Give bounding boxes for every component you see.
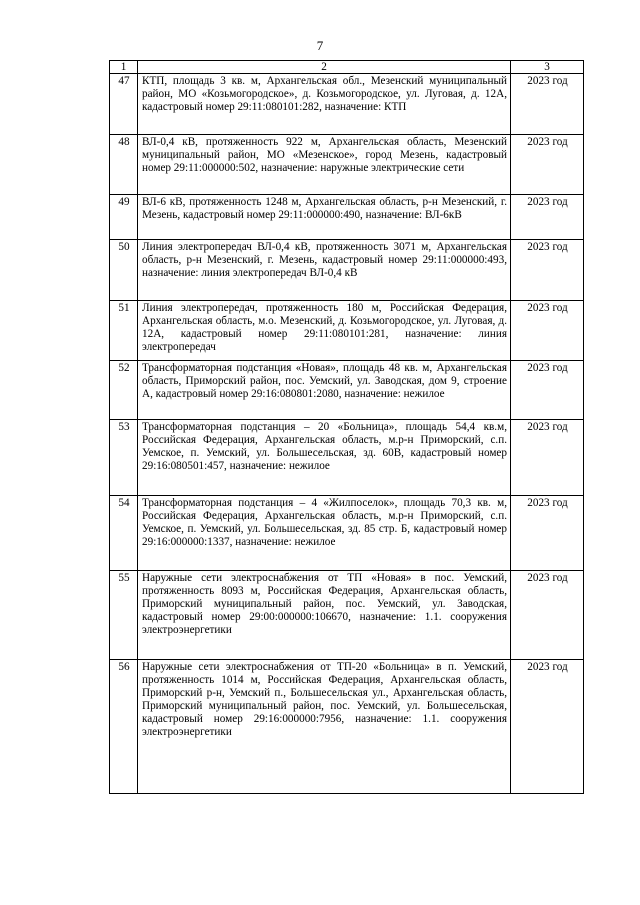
row-number: 52 [110,361,138,420]
row-year: 2023 год [511,74,584,135]
table-header-row [110,61,584,74]
table-row [110,420,584,496]
table-row [110,660,584,794]
row-description: Трансформаторная подстанция – 20 «Больница», площадь 54,4 кв.м, Российская Федерация, Архангельская область, м.р-н Приморский, с.п. Уемское, п. Уемский, ул. Большесельская, зд. 60В, кадастровый номер 29:16:080501:457, назначение: нежилое [138,420,511,496]
row-year: 2023 год [511,361,584,420]
row-year: 2023 год [511,496,584,571]
row-description: Наружные сети электроснабжения от ТП «Новая» в пос. Уемский, протяженность 8093 м, Российская Федерация, Архангельская область, Приморский муниципальный район, пос. Уемский, ул. Заводская, кадастровый номер 29:00:000000:106670, назначение: 1.1. сооружения электроэнергетики [138,571,511,660]
row-year: 2023 год [511,571,584,660]
table-row [110,240,584,301]
table-row [110,74,584,135]
row-number: 56 [110,660,138,794]
row-year: 2023 год [511,135,584,195]
column-header-2: 2 [138,61,511,74]
table-row [110,361,584,420]
row-description: Трансформаторная подстанция «Новая», площадь 48 кв. м, Архангельская область, Приморский район, пос. Уемский, ул. Заводская, дом 9, строение А, кадастровый номер 29:16:080801:2080, назначение: нежилое [138,361,511,420]
row-year: 2023 год [511,420,584,496]
column-header-3: 3 [511,61,584,74]
table-row [110,195,584,240]
row-number: 49 [110,195,138,240]
row-year: 2023 год [511,301,584,361]
row-description: Линия электропередач, протяженность 180 м, Российская Федерация, Архангельская область, м.о. Мезенский, д. Козьмогородское, ул. Луговая, д. 12А, кадастровый номер 29:11:080101:281, назначение: линия электропередач [138,301,511,361]
row-description: ВЛ-0,4 кВ, протяженность 922 м, Архангельская область, Мезенский муниципальный район, МО «Мезенское», город Мезень, кадастровый номер 29:11:000000:502, назначение: наружные электрические сети [138,135,511,195]
table-row [110,571,584,660]
row-number: 47 [110,74,138,135]
row-year: 2023 год [511,195,584,240]
row-number: 53 [110,420,138,496]
row-year: 2023 год [511,660,584,794]
table-row [110,135,584,195]
row-year: 2023 год [511,240,584,301]
page-number: 7 [316,38,324,53]
row-number: 51 [110,301,138,361]
table-row [110,496,584,571]
row-description: Трансформаторная подстанция – 4 «Жилпоселок», площадь 70,3 кв. м, Российская Федерация, Архангельская область, м.р-н Приморский, с.п. Уемское, п. Уемский, ул. Большесельская, зд. 85 стр. Б, кадастровый номер 29:16:000000:1337, назначение: нежилое [138,496,511,571]
row-number: 54 [110,496,138,571]
table-row [110,301,584,361]
row-description: Наружные сети электроснабжения от ТП-20 «Больница» в п. Уемский, протяженность 1014 м, Российская Федерация, Архангельская область, Приморский р-н, Уемский п., Большесельская ул., Архангельская область, Приморский муниципальный район, пос. Уемский, ул. Большесельская, кадастровый номер 29:16:000000:7956, назначение: 1.1. сооружения электроэнергетики [138,660,511,794]
row-number: 55 [110,571,138,660]
row-number: 48 [110,135,138,195]
register-table [109,60,584,794]
row-description: Линия электропередач ВЛ-0,4 кВ, протяженность 3071 м, Архангельская область, р-н Мезенский, г. Мезень, кадастровый номер 29:11:000000:493, назначение: линия электропередач ВЛ-0,4 кВ [138,240,511,301]
column-header-1: 1 [110,61,138,74]
row-number: 50 [110,240,138,301]
row-description: КТП, площадь 3 кв. м, Архангельская обл., Мезенский муниципальный район, МО «Козьмогородское», д. Козьмогородское, ул. Луговая, д. 12А, кадастровый номер 29:11:080101:282, назначение: КТП [138,74,511,135]
row-description: ВЛ-6 кВ, протяженность 1248 м, Архангельская область, р-н Мезенский, г. Мезень, кадастровый номер 29:11:000000:490, назначение: ВЛ-6кВ [138,195,511,240]
